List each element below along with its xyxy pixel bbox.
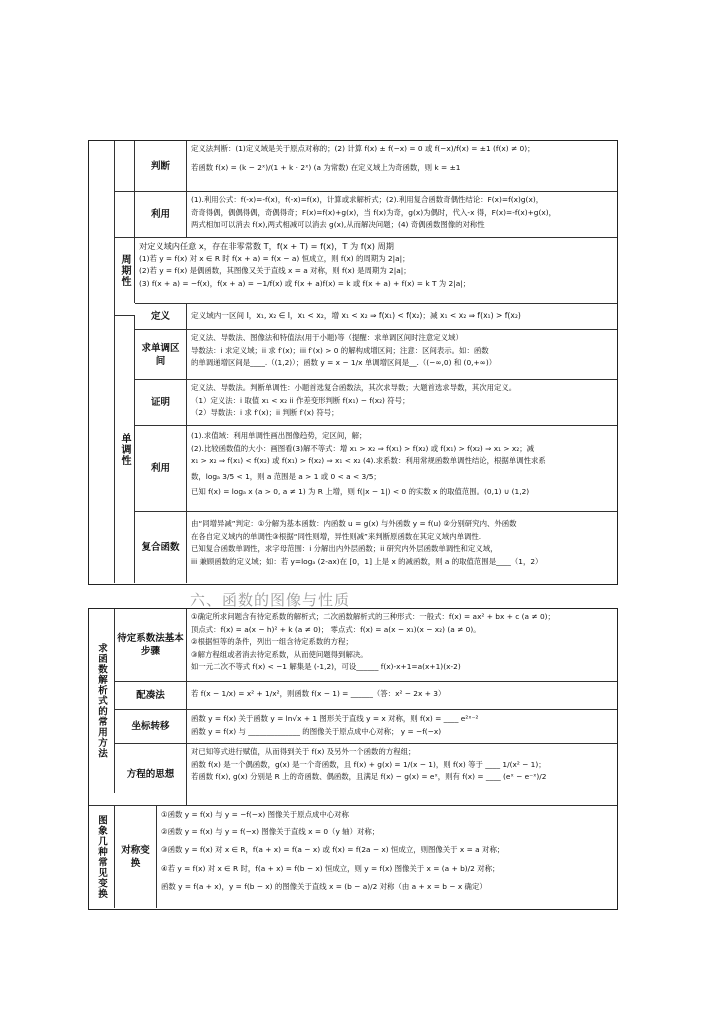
text-line: 奇奇得偶，偶偶得偶，奇偶得奇；F(x)=f(x)+g(x)，当 f(x)为奇，g(x)为偶时，代入-x 得，F(x)=-f(x)+g(x)， xyxy=(191,207,557,217)
mono-def-content xyxy=(187,304,617,329)
period-row xyxy=(115,237,617,303)
parity-judge-content xyxy=(187,141,617,191)
monotonicity-label: 单调性 xyxy=(115,315,135,583)
mono-use-row xyxy=(135,425,617,511)
mono-proof-label: 证明 xyxy=(135,380,187,425)
parity-judge-label: 判断 xyxy=(135,141,187,191)
completion-method-row xyxy=(115,681,617,709)
graph-transform-label: 图象几种常见变换 xyxy=(89,806,115,908)
mono-def-label: 定义 xyxy=(135,304,187,329)
text-line: ④若 y = f(x) 对 x ∈ R 时，f(a + x) = f(b − x) 恒成立，则 y = f(x) 图像关于 x = (a + b)/2 对称； xyxy=(161,863,500,873)
mono-composite-row xyxy=(135,511,617,583)
equation-method-row xyxy=(115,743,617,805)
completion-method-content xyxy=(187,682,617,709)
text-line: 若 f(x − 1/x) = x² + 1/x²，则函数 f(x − 1) = ______（答：x² − 2x + 3） xyxy=(191,689,446,698)
coordinate-transfer-content xyxy=(187,710,617,743)
text-line: iii 兼顾函数的定义域；如：若 y=logₐ (2-ax)在 [0，1] 上是 x 的减函数，则 a 的取值范围是____（1，2） xyxy=(191,556,543,566)
text-line: 定义法判断：(1)定义域是关于原点对称的；(2) 计算 f(x) ± f(−x) = 0 或 f(−x)/f(x) = ±1 (f(x) ≠ 0)； xyxy=(191,144,535,153)
undetermined-coeff-content xyxy=(187,609,617,681)
text-line: 的单调递增区间是____.（(1,2)）；函数 y = x − 1/x 单调增区间是__.（(−∞,0) 和 (0,+∞)） xyxy=(191,358,497,368)
text-line: 两式相加可以消去 f(x),两式相减可以消去 g(x),从而解决问题；(4) 奇偶函数图像的对称性 xyxy=(191,220,485,230)
mono-composite-label: 复合函数 xyxy=(135,512,187,583)
text-line: (2)若 y = f(x) 是偶函数，其图像又关于直线 x = a 对称，则 f(x) 是周期为 2|a|； xyxy=(139,266,411,276)
analytic-methods-table xyxy=(88,608,618,910)
mono-interval-label: 求单调区间 xyxy=(135,330,187,379)
text-line: ②根据恒等的条件，列出一组含待定系数的方程； xyxy=(191,637,353,647)
text-line: x₁ > x₂ ⇒ f(x₁) < f(x₂) 或 f(x₁) > f(x₂) ⇒ x₁ < x₂ (4).求系数：利用常规函数单调性结论，根据单调性求系 xyxy=(191,456,546,466)
parity-use-label: 利用 xyxy=(135,192,187,237)
equation-method-content xyxy=(187,744,617,805)
period-label: 周期性 xyxy=(115,238,135,303)
mono-proof-content xyxy=(187,380,617,425)
completion-method-label: 配凑法 xyxy=(115,682,187,709)
text-line: (1).求值域：利用单调性画出图像趋势，定区间，解； xyxy=(191,431,367,440)
text-line: (1).利用公式：f(-x)=-f(x)，f(-x)=f(x)，计算或求解析式；(2).利用复合函数奇偶性结论：F(x)=f(x)g(x)， xyxy=(191,195,544,204)
text-line: ①确定所求问题含有待定系数的解析式；二次函数解析式的三种形式：一般式：f(x) = ax² + bx + c (a ≠ 0)； xyxy=(191,612,555,621)
mono-proof-row xyxy=(135,379,617,425)
text-line: (3) f(x + a) = −f(x)，f(x + a) = −1/f(x) 或 f(x + a)f(x) = k 或 f(x + a) + f(x) = k T 为 2|a|； xyxy=(139,278,471,288)
parity-use-row xyxy=(115,191,617,237)
text-line: 函数 y = f(a + x)，y = f(b − x) 的图像关于直线 x = (b − a)/2 对称（由 a + x = b − x 确定） xyxy=(161,882,487,892)
text-line: 定义域内一区间 I，x₁, x₂ ∈ I，x₁ < x₂，增 x₁ < x₂ ⇒ f(x₁) < f(x₂)；减 x₁ < x₂ ⇒ f(x₁) > f(x₂) xyxy=(191,311,521,320)
text-line: 对已知等式进行赋值，从而得到关于 f(x) 及另外一个函数的方程组； xyxy=(191,747,416,756)
text-line: 在各自定义域内的单调性③根据“同性则增，异性则减”来判断原函数在其定义域内单调性. xyxy=(191,531,482,541)
mono-composite-content xyxy=(187,512,617,583)
text-line: (1)若 y = f(x) 对 x ∈ R 时 f(x + a) = f(x − a) 恒成立，则 f(x) 的周期为 2|a|； xyxy=(139,253,410,263)
undetermined-coeff-row xyxy=(115,609,617,681)
text-line: 如一元二次不等式 f(x) < −1 解集是 (-1,2)，可设______ f(x)-x+1=a(x+1)(x-2) xyxy=(191,662,461,672)
undetermined-coeff-label: 待定系数法基本步骤 xyxy=(115,609,187,681)
text-line: 函数 y = f(x) 与 ______________ 的图像关于原点成中心对称； y = −f(−x) xyxy=(191,726,442,736)
analytic-methods-label: 求函数解析式的常用方法 xyxy=(89,609,115,793)
text-line: 定义法、导数法、图像法和特值法(用于小题)等（提醒：求单调区间时注意定义域） xyxy=(191,333,463,342)
mono-interval-content xyxy=(187,330,617,379)
text-line: （1）定义法：i 取值 x₁ < x₂ ii 作差变形判断 f(x₁) − f(x₂) 符号； xyxy=(191,395,410,405)
text-line: ①函数 y = f(x) 与 y = −f(−x) 图像关于原点成中心对称 xyxy=(161,810,349,819)
parity-use-content xyxy=(187,192,617,237)
text-line: 顶点式：f(x) = a(x − h)² + k (a ≠ 0)； 零点式：f(x) = a(x − x₁)(x − x₂) (a ≠ 0)。 xyxy=(191,624,481,634)
text-line: 已知 f(x) = logₐ x (a > 0, a ≠ 1) 为 R 上增，则 f(|x − 1|) < 0 的实数 x 的取值范围。(0,1) ∪ (1,2) xyxy=(191,487,530,497)
mono-use-label: 利用 xyxy=(135,426,187,511)
text-line: 数，logₐ 3/5 < 1，则 a 范围是 a > 1 或 0 < a < 3/5； xyxy=(191,471,381,481)
symmetry-transform-label: 对称变换 xyxy=(115,806,157,908)
text-line: 若函数 f(x) = (k − 2ˣ)/(1 + k · 2ˣ) (a 为常数) 在定义域上为奇函数，则 k = ±1 xyxy=(191,162,461,172)
text-line: ③函数 y = f(x) 对 x ∈ R，f(a + x) = f(a − x) 或 f(x) = f(2a − x) 恒成立，则图像关于 x = a 对称； xyxy=(161,845,505,855)
section-heading: 六、函数的图像与性质 xyxy=(190,591,351,609)
period-content xyxy=(135,238,617,303)
text-line: 已知复合函数单调性，求字母范围：i 分解出内外层函数；ii 研究内外层函数单调性和定义域， xyxy=(191,544,498,554)
text-line: 若函数 f(x), g(x) 分别是 R 上的奇函数、偶函数，且满足 f(x) − g(x) = eˣ，则有 f(x) = ____ (eˣ − e⁻ˣ)/2 xyxy=(191,772,547,782)
text-line: （2）导数法：i 求 f′(x)；ii 判断 f′(x) 符号； xyxy=(191,408,339,418)
text-line: (2).比较函数值的大小：画图看(3)解不等式：增 x₁ > x₂ ⇒ f(x₁) > f(x₂) 或 f(x₁) > f(x₂) ⇒ x₁ > x₂；减 xyxy=(191,443,535,453)
text-line: 对定义域内任意 x，存在非零常数 T，f(x + T) = f(x)，T 为 f(x) 周期 xyxy=(139,241,394,251)
text-line: ②函数 y = f(x) 与 y = f(−x) 图像关于直线 x = 0（y 轴）对称； xyxy=(161,826,380,836)
text-line: 函数 y = f(x) 关于函数 y = ln√x + 1 图形关于直线 y = x 对称，则 f(x) = ____ e²ˣ⁻² xyxy=(191,714,479,723)
mono-interval-row xyxy=(135,329,617,379)
mono-def-row xyxy=(135,303,617,329)
graph-transform-row xyxy=(89,805,617,908)
text-line: 函数 f(x) 是一个偶函数，g(x) 是一个奇函数，且 f(x) + g(x) = 1/(x − 1)，则 f(x) 等于 ____ 1/(x² − 1)； xyxy=(191,759,546,769)
coordinate-transfer-row xyxy=(115,709,617,743)
parity-period-monotonicity-table xyxy=(88,140,618,585)
symmetry-transform-content xyxy=(157,806,617,908)
outer-left-column xyxy=(89,141,115,583)
coordinate-transfer-label: 坐标转移 xyxy=(115,710,187,743)
parity-judge-row xyxy=(115,141,617,191)
text-line: 由“同增异减”判定：①分解为基本函数：内函数 u = g(x) 与外函数 y = f(u) ②分别研究内、外函数 xyxy=(191,519,517,528)
mono-use-content xyxy=(187,426,617,511)
text-line: ③解方程组或者消去待定系数，从而使问题得到解决。 xyxy=(191,649,368,659)
equation-method-label: 方程的思想 xyxy=(115,744,187,805)
text-line: 导数法：i 求定义域；ii 求 f′(x)；iii f′(x) > 0 的解构成增区间；注意：区间表示。如：函数 xyxy=(191,345,489,355)
text-line: 定义法、导数法。判断单调性：小题首选复合函数法，其次求导数；大题首选求导数，其次用定义。 xyxy=(191,383,517,392)
